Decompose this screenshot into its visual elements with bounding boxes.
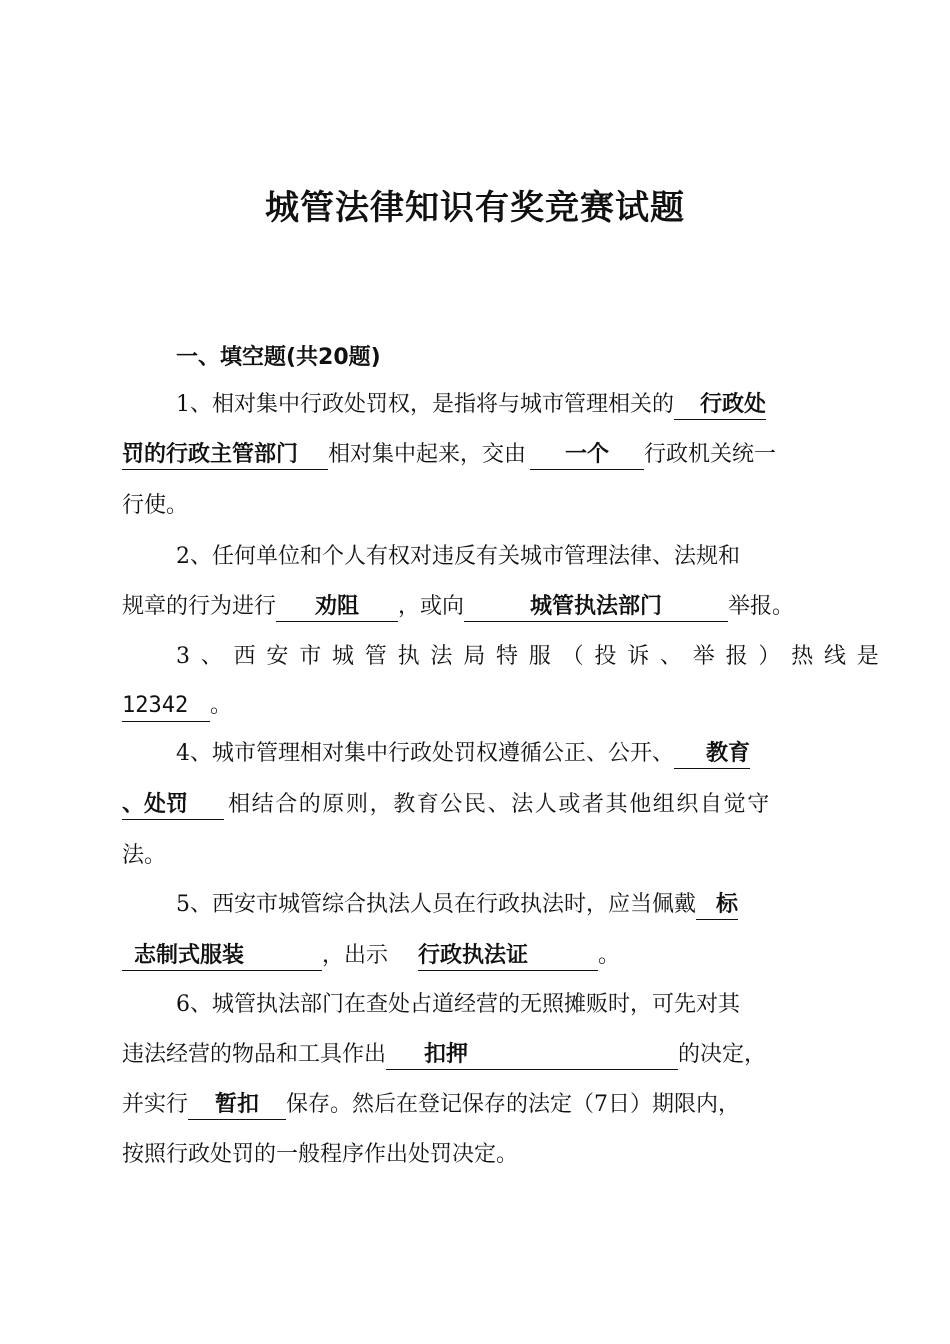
question-5-line-2 — [122, 939, 620, 973]
question-4-text-line-2: 相结合的原则，教育公民、法人或者其他组织自觉守 — [228, 792, 771, 817]
question-5-answer-2: 行政执法证 — [418, 940, 598, 971]
question-2-answer-2: 城管执法部门 — [464, 591, 728, 622]
question-1-answer-1a: 行政处 — [674, 389, 766, 420]
question-6-text: 违法经营的物品和工具作出 — [122, 1042, 387, 1067]
question-1-line-2 — [122, 438, 776, 472]
question-5-line-1 — [176, 888, 738, 922]
question-6-line-4: 按照行政处罚的一般程序作出处罚决定。 — [122, 1142, 519, 1167]
question-2-line-2 — [122, 590, 794, 624]
question-6-line-2 — [122, 1038, 766, 1072]
question-1-answer-2: 一个 — [530, 439, 644, 470]
question-5-answer-1a: 标 — [696, 889, 738, 920]
question-2-text: 规章的行为进行 — [122, 594, 277, 619]
question-4-line-1 — [176, 737, 750, 771]
question-6-answer-2: 暂扣 — [188, 1089, 286, 1120]
question-2-text-suffix: 举报。 — [728, 594, 795, 619]
section-heading: 一、填空题(共20题) — [176, 345, 381, 370]
question-1-text: 1、相对集中行政处罚权，是指将与城市管理相关的 — [176, 392, 674, 417]
question-1-line-3: 行使。 — [122, 493, 189, 518]
question-6-line-3 — [122, 1088, 740, 1122]
question-4-text: 4、城市管理相对集中行政处罚权遵循公正、公开、 — [176, 741, 674, 766]
question-1-text-mid: 相对集中起来，交由 — [328, 442, 527, 467]
question-2-line-1: 2、任何单位和个人有权对违反有关城市管理法律、法规和 — [176, 544, 740, 569]
question-6-text-suffix-1: 的决定， — [678, 1042, 767, 1067]
question-4-answer-a: 教育 — [674, 738, 750, 769]
question-4-line-3: 法。 — [122, 843, 167, 868]
question-4-line-2 — [122, 788, 771, 822]
question-6-answer-1: 扣押 — [386, 1039, 678, 1070]
question-5-text: 5、西安市城管综合执法人员在行政执法时，应当佩戴 — [176, 892, 696, 917]
question-2-text-mid: ，或向 — [398, 594, 465, 619]
question-4-answer-b: 、处罚 — [122, 789, 224, 820]
question-6-line-1: 6、城管执法部门在查处占道经营的无照摊贩时，可先对其 — [176, 992, 740, 1017]
question-3-line-2 — [122, 689, 232, 723]
question-1-text-suffix: 行政机关统一 — [644, 442, 777, 467]
question-6-text-2: 并实行 — [122, 1092, 189, 1117]
question-5-text-mid: ，出示 — [322, 943, 389, 968]
question-3-text-suffix: 。 — [210, 693, 233, 718]
question-2-answer-1: 劝阻 — [276, 591, 398, 622]
page-title: 城管法律知识有奖竞赛试题 — [265, 188, 685, 228]
question-1-answer-1b: 罚的行政主管部门 — [122, 439, 328, 470]
question-5-answer-1b: 志制式服装 — [122, 940, 322, 971]
question-3-line-1: 3、西安市城管执法局特服（投诉、举报）热线是 — [176, 644, 890, 669]
question-6-text-suffix-2: 保存。然后在登记保存的法定（7日）期限内， — [286, 1092, 741, 1117]
question-1-line-1 — [176, 388, 766, 422]
question-5-text-suffix: 。 — [598, 943, 621, 968]
question-3-answer: 12342 — [122, 691, 210, 722]
